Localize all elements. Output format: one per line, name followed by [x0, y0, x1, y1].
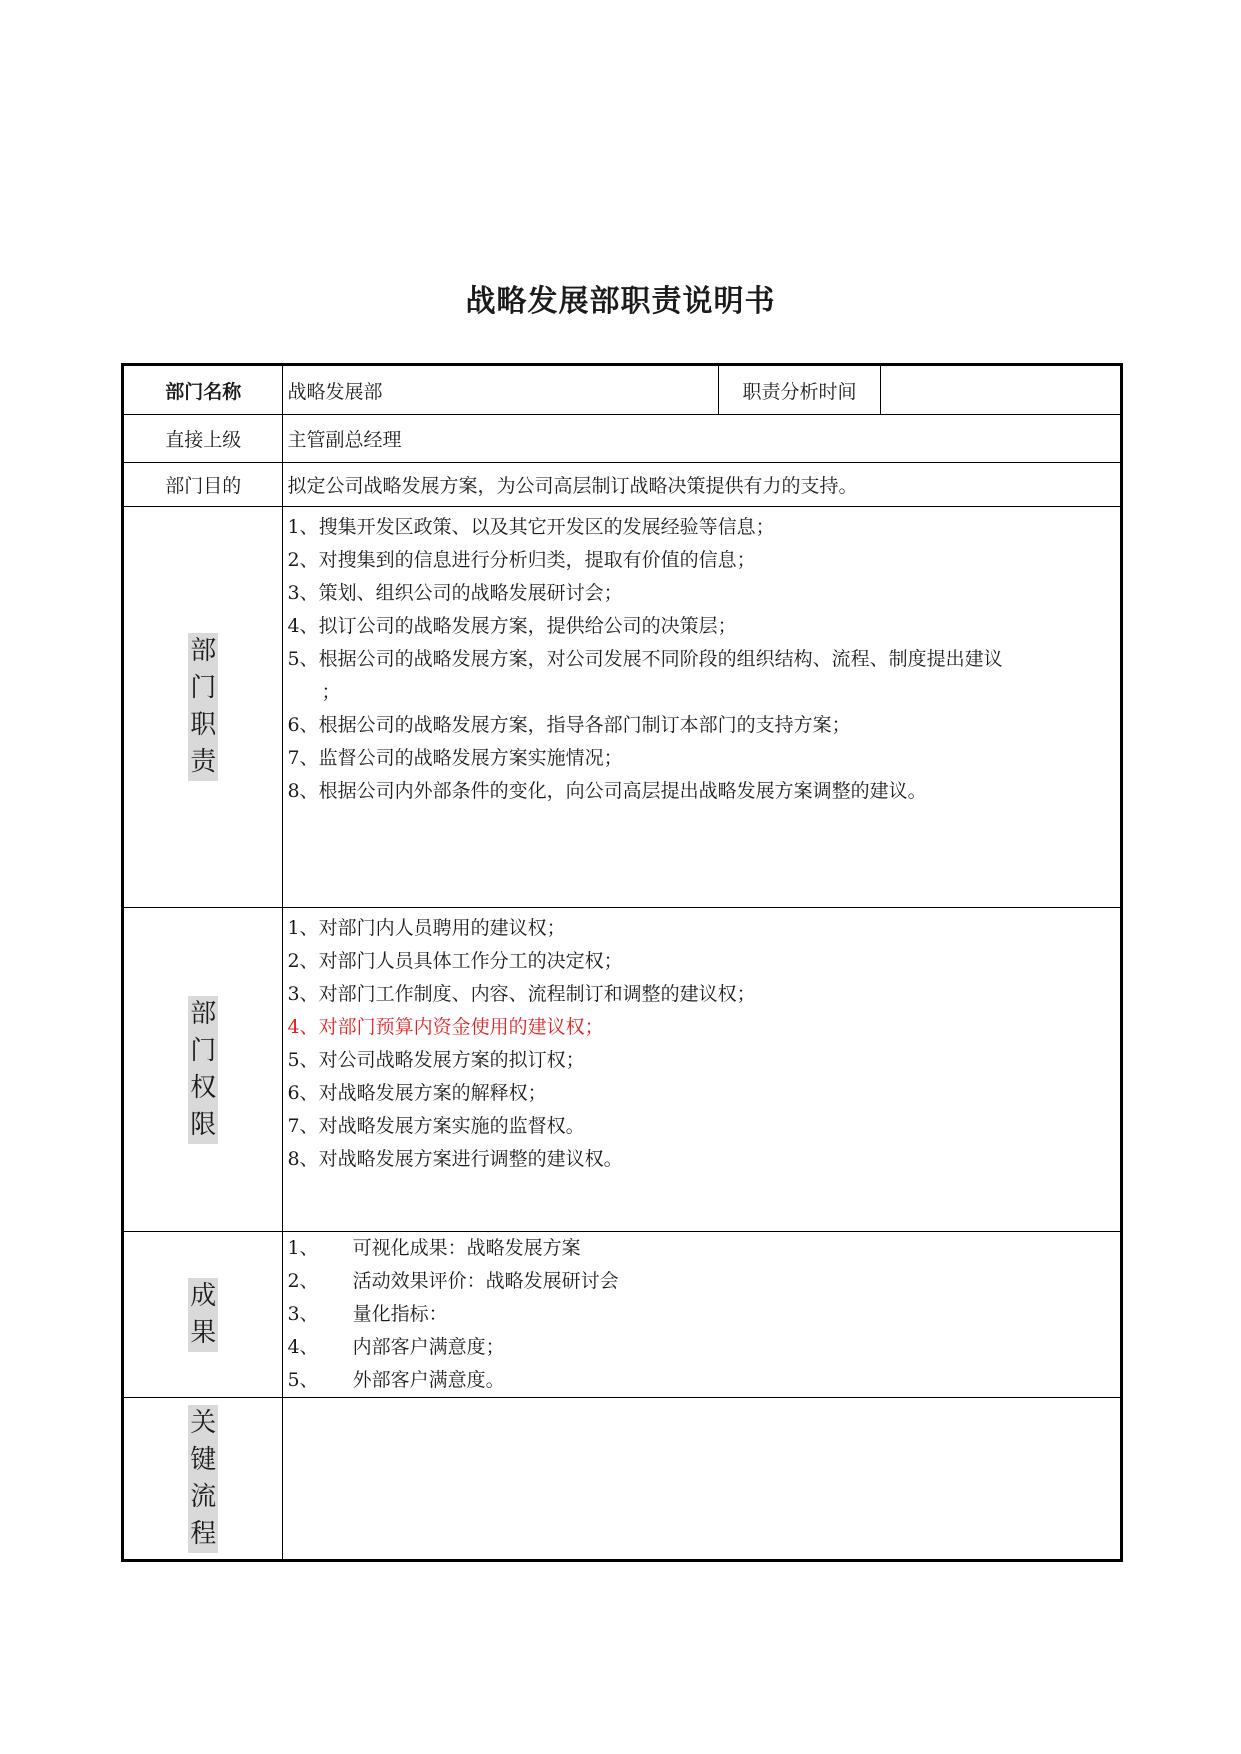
list-item — [287, 1331, 1114, 1364]
analysis-time-value — [881, 365, 1122, 415]
list-item — [287, 643, 1114, 676]
item-number: 4、 — [287, 1336, 319, 1358]
label-char: 流 — [190, 1481, 217, 1512]
list-item — [287, 1298, 1114, 1331]
list-item — [287, 1044, 1114, 1077]
label-char: 部 — [190, 636, 217, 666]
purpose-value: 拟定公司战略发展方案，为公司高层制订战略决策提供有力的支持。 — [283, 463, 1122, 507]
item-number: 3、 — [287, 983, 319, 1005]
item-text: 根据公司的战略发展方案，对公司发展不同阶段的组织结构、流程、制度提出建议 — [318, 648, 1003, 670]
results-content — [283, 1232, 1122, 1398]
list-item — [287, 577, 1114, 610]
item-text: 对部门工作制度、内容、流程制订和调整的建议权； — [318, 983, 756, 1005]
authority-content — [283, 908, 1122, 1232]
item-text: 量化指标： — [352, 1303, 448, 1325]
list-item-highlighted — [287, 1011, 1114, 1044]
item-number: 1、 — [287, 1237, 319, 1259]
list-item — [287, 511, 1114, 544]
item-number: 5、 — [287, 1049, 319, 1071]
item-number: 3、 — [287, 582, 319, 604]
label-char: 门 — [190, 1035, 217, 1066]
duties-content — [283, 507, 1122, 908]
key-process-content — [283, 1398, 1122, 1561]
label-char: 限 — [190, 1109, 217, 1140]
item-text: 活动效果评价：战略发展研讨会 — [352, 1270, 619, 1292]
duties-label-cell — [123, 507, 283, 908]
item-text: 搜集开发区政策、以及其它开发区的发展经验等信息； — [318, 516, 775, 538]
label-char: 成 — [190, 1280, 217, 1311]
label-char: 果 — [190, 1317, 217, 1348]
item-number: 3、 — [287, 1303, 319, 1325]
list-item-continuation: ； — [321, 681, 341, 703]
results-vertical-label — [188, 1278, 218, 1352]
authority-row — [123, 908, 1122, 1232]
page-title: 战略发展部职责说明书 — [465, 284, 776, 319]
item-number: 1、 — [287, 516, 319, 538]
results-row — [123, 1232, 1122, 1398]
list-item — [287, 742, 1114, 775]
list-item — [287, 1077, 1114, 1110]
list-item — [287, 610, 1114, 643]
list-item — [287, 1265, 1114, 1298]
item-text: 对搜集到的信息进行分析归类，提取有价值的信息； — [318, 549, 756, 571]
item-text: 策划、组织公司的战略发展研讨会； — [318, 582, 623, 604]
item-text: 对部门预算内资金使用的建议权； — [318, 1016, 604, 1038]
label-char: 部 — [190, 998, 217, 1029]
list-item — [287, 544, 1114, 577]
key-process-row — [123, 1398, 1122, 1561]
item-number: 1、 — [287, 917, 319, 939]
list-item — [287, 1143, 1114, 1176]
label-char: 程 — [190, 1518, 217, 1549]
item-text: 对战略发展方案进行调整的建议权。 — [318, 1148, 623, 1170]
item-number: 4、 — [287, 1016, 319, 1038]
purpose-row — [123, 463, 1122, 507]
authority-label-cell — [123, 908, 283, 1232]
item-number: 6、 — [287, 1082, 319, 1104]
item-text: 可视化成果：战略发展方案 — [352, 1237, 581, 1259]
label-char: 责 — [190, 747, 217, 777]
item-number: 7、 — [287, 1115, 319, 1137]
list-item — [287, 1232, 1114, 1265]
item-text: 拟订公司的战略发展方案，提供给公司的决策层； — [318, 615, 737, 637]
item-number: 6、 — [287, 714, 319, 736]
list-item — [287, 978, 1114, 1011]
item-text: 根据公司的战略发展方案，指导各部门制订本部门的支持方案； — [318, 714, 851, 736]
label-char: 职 — [190, 710, 217, 740]
authority-vertical-label — [188, 996, 218, 1144]
analysis-time-label: 职责分析时间 — [718, 365, 880, 415]
label-char: 键 — [190, 1444, 217, 1475]
superior-label: 直接上级 — [123, 415, 283, 463]
dept-name-label: 部门名称 — [123, 365, 283, 415]
item-text: 对战略发展方案的解释权； — [318, 1082, 547, 1104]
item-number: 5、 — [287, 1369, 319, 1391]
list-item — [287, 1364, 1114, 1397]
key-process-label-cell — [123, 1398, 283, 1561]
duties-row — [123, 507, 1122, 908]
item-text: 对战略发展方案实施的监督权。 — [318, 1115, 585, 1137]
responsibility-table — [121, 363, 1123, 1562]
duties-list — [283, 507, 1120, 808]
item-number: 8、 — [287, 780, 319, 802]
item-number: 2、 — [287, 1270, 319, 1292]
purpose-label: 部门目的 — [123, 463, 283, 507]
item-number: 7、 — [287, 747, 319, 769]
superior-value: 主管副总经理 — [283, 415, 1122, 463]
list-item — [287, 912, 1114, 945]
duties-vertical-label — [188, 633, 218, 781]
label-char: 关 — [190, 1407, 217, 1438]
item-text: 对部门内人员聘用的建议权； — [318, 917, 566, 939]
item-number: 8、 — [287, 1148, 319, 1170]
results-list — [283, 1232, 1120, 1397]
item-text: 监督公司的战略发展方案实施情况； — [318, 747, 623, 769]
item-text: 内部客户满意度； — [352, 1336, 505, 1358]
authority-list — [283, 908, 1120, 1176]
key-process-vertical-label — [188, 1405, 218, 1553]
list-item — [287, 1110, 1114, 1143]
list-item — [287, 775, 1114, 808]
item-number: 4、 — [287, 615, 319, 637]
dept-name-row — [123, 365, 1122, 415]
results-label-cell — [123, 1232, 283, 1398]
item-text: 根据公司内外部条件的变化，向公司高层提出战略发展方案调整的建议。 — [318, 780, 927, 802]
label-char: 门 — [190, 673, 217, 703]
item-text: 外部客户满意度。 — [352, 1369, 505, 1391]
dept-name-value: 战略发展部 — [283, 365, 718, 415]
list-item — [287, 945, 1114, 978]
item-number: 2、 — [287, 950, 319, 972]
label-char: 权 — [190, 1072, 217, 1103]
item-text: 对部门人员具体工作分工的决定权； — [318, 950, 623, 972]
superior-row — [123, 415, 1122, 463]
item-number: 2、 — [287, 549, 319, 571]
item-text: 对公司战略发展方案的拟订权； — [318, 1049, 585, 1071]
item-number: 5、 — [287, 648, 319, 670]
list-item — [287, 709, 1114, 742]
